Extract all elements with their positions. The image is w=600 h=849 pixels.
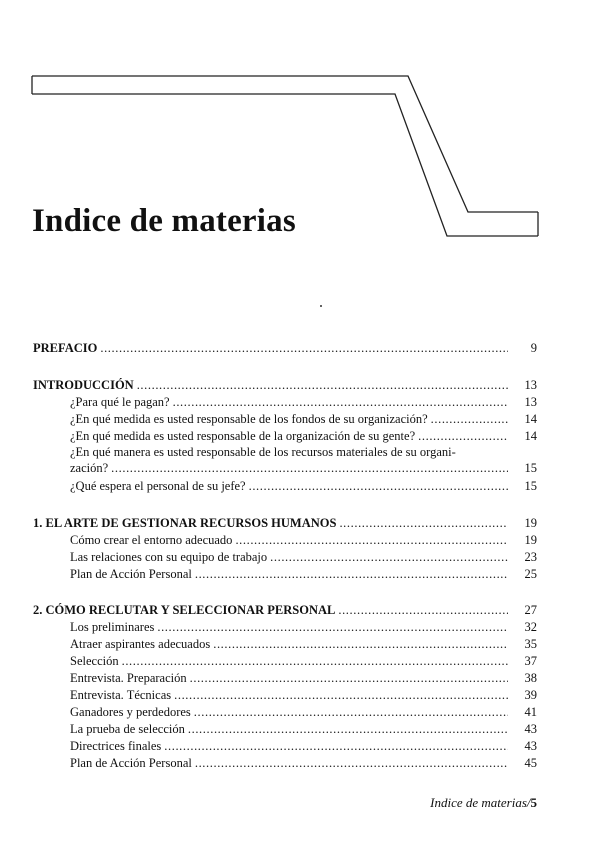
toc-entry-page: 35 xyxy=(524,637,537,651)
toc-entry-label-line1: ¿En qué manera es usted responsable de los recursos materiales de su organi- xyxy=(70,445,456,459)
toc-entry-page: 13 xyxy=(524,378,537,392)
toc-entry-label: ¿Qué espera el personal de su jefe? xyxy=(70,479,246,493)
toc-entry-label: ¿En qué medida es usted responsable de la organización de su gente? xyxy=(70,429,416,443)
toc-entry-page: 19 xyxy=(524,533,537,547)
toc-entry-label: 2. CÓMO RECLUTAR Y SELECCIONAR PERSONAL xyxy=(33,603,336,617)
toc-entry-label: 1. EL ARTE DE GESTIONAR RECURSOS HUMANOS xyxy=(33,516,337,530)
toc-entry-page: 14 xyxy=(524,429,537,443)
footer-label: Indice de materias/ xyxy=(430,795,531,810)
toc-leader-dots xyxy=(418,429,508,444)
toc-entry-label: Cómo crear el entorno adecuado xyxy=(70,533,233,547)
toc-entry-two-line[interactable] xyxy=(70,445,537,476)
toc-entry[interactable] xyxy=(70,739,537,754)
toc-entry-page: 27 xyxy=(524,603,537,617)
toc-entry-page: 32 xyxy=(524,620,537,634)
toc-entry-label: ¿Para qué le pagan? xyxy=(70,395,170,409)
toc-entry[interactable] xyxy=(70,654,537,669)
toc-entry[interactable] xyxy=(70,395,537,410)
toc-entry-chapter-2[interactable] xyxy=(33,603,537,618)
toc-entry-label: Selección xyxy=(70,654,119,668)
toc-entry-page: 23 xyxy=(524,550,537,564)
toc-entry-label: Atraer aspirantes adecuados xyxy=(70,637,211,651)
toc-entry[interactable] xyxy=(70,756,537,771)
toc-entry[interactable] xyxy=(70,620,537,635)
toc-entry[interactable] xyxy=(70,479,537,494)
toc-entry-label: Entrevista. Técnicas xyxy=(70,688,172,702)
toc-leader-dots xyxy=(137,378,508,393)
toc-leader-dots xyxy=(194,705,508,720)
toc-leader-dots xyxy=(249,479,508,494)
toc-leader-dots xyxy=(100,341,508,356)
toc-entry-label: Las relaciones con su equipo de trabajo xyxy=(70,550,268,564)
toc-leader-dots xyxy=(338,603,508,618)
toc-entry-page: 9 xyxy=(530,341,537,355)
toc-leader-dots xyxy=(157,620,508,635)
toc-entry-introduccion[interactable] xyxy=(33,378,537,393)
footer-page-number: 5 xyxy=(530,795,537,810)
toc-entry[interactable] xyxy=(70,567,537,582)
toc-entry-label: Los preliminares xyxy=(70,620,155,634)
toc-leader-dots xyxy=(195,567,508,582)
toc-entry[interactable] xyxy=(70,688,537,703)
toc-entry-label-line2: zación? xyxy=(70,461,109,475)
toc-leader-dots xyxy=(111,461,508,476)
toc-entry-page: 41 xyxy=(524,705,537,719)
toc-leader-dots xyxy=(270,550,508,565)
toc-entry-label: PREFACIO xyxy=(33,341,98,355)
toc-entry-page: 37 xyxy=(524,654,537,668)
toc-entry-label: Plan de Acción Personal xyxy=(70,756,192,770)
ink-speck xyxy=(320,305,322,307)
toc-entry-chapter-1[interactable] xyxy=(33,516,537,531)
toc-leader-dots xyxy=(431,412,508,427)
toc-entry-page: 43 xyxy=(524,722,537,736)
toc-entry-label: La prueba de selección xyxy=(70,722,185,736)
toc-entry-page: 45 xyxy=(524,756,537,770)
toc-leader-dots xyxy=(174,688,508,703)
toc-entry-page: 38 xyxy=(524,671,537,685)
toc-leader-dots xyxy=(190,671,508,686)
toc-leader-dots xyxy=(235,533,508,548)
toc-entry-page: 15 xyxy=(524,461,537,475)
page-title: Indice de materias xyxy=(32,203,296,239)
toc-entry-label: INTRODUCCIÓN xyxy=(33,378,134,392)
toc-entry[interactable] xyxy=(70,705,537,720)
toc-entry-page: 14 xyxy=(524,412,537,426)
toc-leader-dots xyxy=(188,722,508,737)
toc-leader-dots xyxy=(122,654,508,669)
toc-entry-label: Directrices finales xyxy=(70,739,162,753)
toc-entry-label: ¿En qué medida es usted responsable de los fondos de su organización? xyxy=(70,412,428,426)
toc-entry[interactable] xyxy=(70,412,537,427)
toc-entry-page: 15 xyxy=(524,479,537,493)
toc-entry-label: Entrevista. Preparación xyxy=(70,671,187,685)
toc-entry[interactable] xyxy=(70,429,537,444)
toc-entry[interactable] xyxy=(70,533,537,548)
toc-entry-page: 43 xyxy=(524,739,537,753)
toc-entry-prefacio[interactable] xyxy=(33,341,537,356)
toc-entry-label: Plan de Acción Personal xyxy=(70,567,192,581)
toc-leader-dots xyxy=(195,756,508,771)
toc-entry-page: 19 xyxy=(524,516,537,530)
toc-leader-dots xyxy=(164,739,508,754)
toc-entry[interactable] xyxy=(70,550,537,565)
toc-leader-dots xyxy=(339,516,508,531)
toc-entry-label: Ganadores y perdedores xyxy=(70,705,191,719)
toc-entry-page: 39 xyxy=(524,688,537,702)
toc-entry[interactable] xyxy=(70,671,537,686)
toc-leader-dots xyxy=(213,637,508,652)
toc-entry-page: 13 xyxy=(524,395,537,409)
toc-entry[interactable] xyxy=(70,722,537,737)
toc-leader-dots xyxy=(173,395,508,410)
running-footer xyxy=(430,795,537,811)
toc-entry[interactable] xyxy=(70,637,537,652)
toc-entry-page: 25 xyxy=(524,567,537,581)
